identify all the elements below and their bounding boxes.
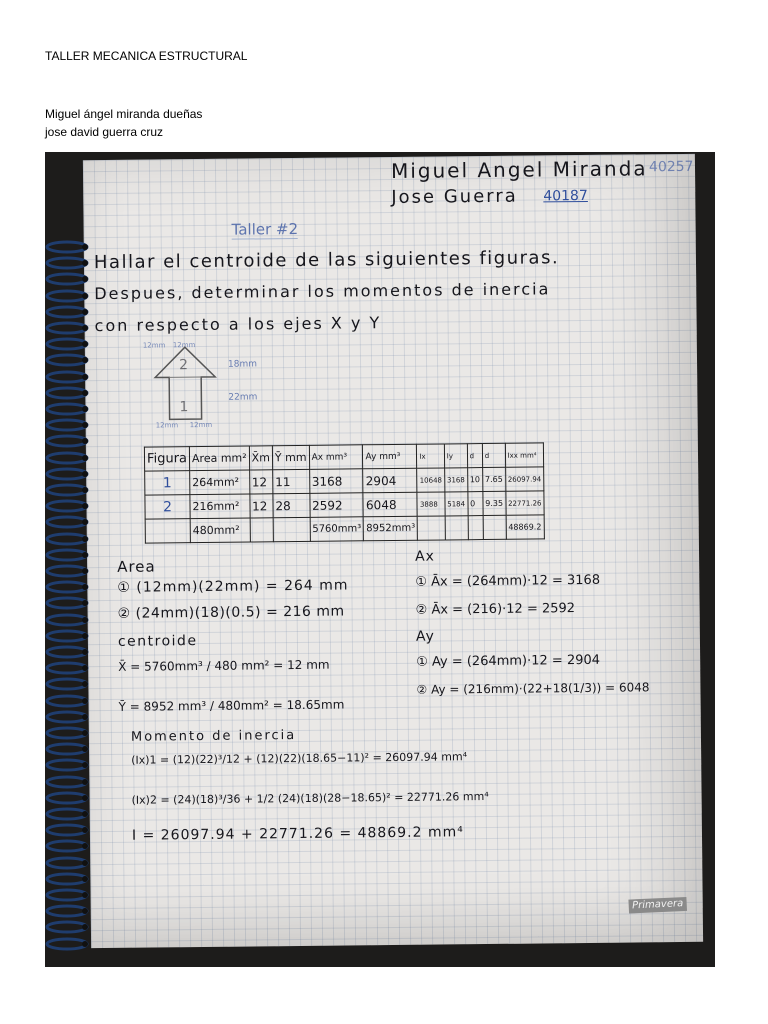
table-cell: 264mm² bbox=[190, 470, 250, 495]
ay-calc-2: ② Ay = (216mm)·(22+18(1/3)) = 6048 bbox=[416, 680, 650, 697]
spiral-ring bbox=[45, 904, 89, 918]
author-1: Miguel ángel miranda dueñas bbox=[45, 107, 203, 121]
results-table bbox=[144, 442, 545, 543]
inertia-line-2: (Ix)2 = (24)(18)³/36 + 1/2 (24)(18)(28−18.65)² = 22771.26 mm⁴ bbox=[131, 790, 489, 807]
spiral-ring bbox=[45, 451, 89, 465]
table-cell: 1 bbox=[145, 471, 190, 495]
spiral-ring bbox=[45, 856, 89, 870]
table-cell bbox=[445, 516, 468, 540]
spiral-ring bbox=[45, 386, 89, 400]
table-cell bbox=[483, 515, 506, 539]
table-cell: 3168 bbox=[444, 468, 467, 492]
spiral-ring bbox=[45, 483, 89, 497]
spiral-ring bbox=[45, 353, 89, 367]
spiral-ring bbox=[45, 775, 89, 789]
table-row bbox=[145, 515, 544, 543]
table-cell bbox=[250, 518, 274, 542]
centroid-x: X̄ = 5760mm³ / 480 mm² = 12 mm bbox=[118, 657, 330, 674]
table-header: Ax mm³ bbox=[309, 445, 363, 470]
inertia-line-1: (Ix)1 = (12)(22)³/12 + (12)(22)(18.65−11)² = 26097.94 mm⁴ bbox=[131, 750, 468, 767]
header-name-1: Miguel Angel Miranda bbox=[390, 156, 648, 183]
table-cell: 0 bbox=[467, 492, 482, 516]
spiral-ring bbox=[45, 937, 89, 951]
table-cell: 7.65 bbox=[482, 467, 505, 491]
spiral-ring bbox=[45, 272, 89, 286]
table-cell bbox=[145, 519, 190, 543]
problem-line-3: con respecto a los ejes X y Y bbox=[94, 313, 382, 336]
table-cell: 2904 bbox=[363, 468, 417, 493]
centroid-y: Ȳ = 8952 mm³ / 480mm² = 18.65mm bbox=[118, 697, 345, 714]
table-cell: 10 bbox=[467, 468, 482, 492]
table-cell: 3168 bbox=[309, 469, 363, 494]
inertia-total: I = 26097.94 + 22771.26 = 48869.2 mm⁴ bbox=[131, 824, 464, 844]
spiral-ring bbox=[45, 758, 89, 772]
spiral-ring bbox=[45, 548, 89, 562]
spiral-ring bbox=[45, 629, 89, 643]
table-cell: 2592 bbox=[309, 493, 363, 518]
ay-calc-1: ① Ay = (264mm)·12 = 2904 bbox=[416, 652, 601, 670]
table-cell: 9.35 bbox=[483, 491, 506, 515]
ay-heading: Ay bbox=[415, 628, 435, 645]
centroid-heading: centroide bbox=[117, 633, 198, 650]
spiral-ring bbox=[45, 467, 89, 481]
spiral-ring bbox=[45, 370, 89, 384]
table-cell: 480mm² bbox=[190, 518, 250, 543]
table-header: Iy bbox=[444, 444, 467, 468]
taller-label: Taller #2 bbox=[231, 219, 299, 239]
table-cell: 5760mm³ bbox=[310, 517, 364, 542]
fig-label-18mm: 18mm bbox=[227, 359, 258, 370]
notebook-brand-logo: Primavera bbox=[628, 897, 687, 914]
table-cell: 216mm² bbox=[190, 494, 250, 519]
area-calc-1: ① (12mm)(22mm) = 264 mm bbox=[117, 577, 349, 596]
table-cell: 12 bbox=[249, 470, 273, 494]
spiral-ring bbox=[45, 726, 89, 740]
table-header: d bbox=[467, 444, 482, 468]
notebook-page bbox=[83, 154, 703, 948]
spiral-ring bbox=[45, 661, 89, 675]
fig-label-top-1: 12mm bbox=[142, 341, 166, 350]
area-calc-2: ② (24mm)(18)(0.5) = 216 mm bbox=[117, 603, 345, 622]
table-header: d bbox=[482, 443, 505, 467]
header-id-1: 40257 bbox=[648, 158, 694, 176]
spiral-ring bbox=[45, 434, 89, 448]
spiral-ring bbox=[45, 418, 89, 432]
fig-label-bottom-2: 12mm bbox=[189, 420, 213, 430]
spiral-ring bbox=[45, 256, 89, 270]
arrow-figure bbox=[142, 338, 266, 429]
table-header: Ay mm³ bbox=[363, 444, 417, 469]
table-cell: 3888 bbox=[417, 492, 445, 516]
fig-label-top-2: 12mm bbox=[172, 341, 196, 350]
table-cell bbox=[273, 517, 310, 541]
spiral-ring bbox=[45, 694, 89, 708]
table-cell: 22771.26 bbox=[505, 491, 544, 515]
table-cell: 6048 bbox=[363, 492, 417, 517]
table-cell bbox=[418, 516, 446, 540]
document-title: TALLER MECANICA ESTRUCTURAL bbox=[45, 49, 248, 63]
spiral-ring bbox=[45, 289, 89, 303]
spiral-ring bbox=[45, 677, 89, 691]
table-header: X̄m bbox=[249, 446, 273, 470]
spiral-ring bbox=[45, 240, 89, 254]
spiral-ring bbox=[45, 823, 89, 837]
table-cell: 5184 bbox=[445, 492, 468, 516]
spiral-ring bbox=[45, 888, 89, 902]
table-header: Area mm² bbox=[189, 446, 249, 471]
spiral-ring bbox=[45, 499, 89, 513]
table-header: Figura bbox=[144, 447, 189, 471]
table-cell bbox=[468, 516, 483, 540]
spiral-ring bbox=[45, 742, 89, 756]
table-header: Ixx mm⁴ bbox=[505, 443, 544, 467]
spiral-ring bbox=[45, 839, 89, 853]
spiral-ring bbox=[45, 596, 89, 610]
table-cell: 48869.2 bbox=[506, 515, 545, 539]
spiral-ring bbox=[45, 515, 89, 529]
spiral-ring bbox=[45, 872, 89, 886]
header-id-2: 40187 bbox=[543, 187, 588, 205]
table-header: Ix bbox=[417, 444, 445, 468]
fig-label-region-1: 1 bbox=[179, 399, 189, 416]
table-cell: 12 bbox=[250, 494, 274, 518]
spiral-ring bbox=[45, 532, 89, 546]
spiral-ring bbox=[45, 645, 89, 659]
spiral-ring bbox=[45, 305, 89, 319]
fig-label-22mm: 22mm bbox=[228, 392, 258, 403]
spiral-ring bbox=[45, 402, 89, 416]
problem-line-1: Hallar el centroide de las siguientes figuras. bbox=[93, 247, 560, 274]
table-cell: 2 bbox=[145, 495, 190, 519]
notebook-photo bbox=[45, 152, 715, 967]
table-cell: 26097.94 bbox=[505, 467, 544, 491]
table-header: Ȳ mm bbox=[272, 445, 309, 469]
spiral-ring bbox=[45, 337, 89, 351]
fig-label-bottom-1: 12mm bbox=[155, 421, 179, 430]
table-cell: 11 bbox=[273, 469, 310, 493]
spiral-ring bbox=[45, 807, 89, 821]
ax-calc-1: ① Āx = (264mm)·12 = 3168 bbox=[415, 572, 601, 590]
area-heading: Area bbox=[117, 557, 156, 576]
fig-label-region-2: 2 bbox=[178, 357, 189, 374]
spiral-ring bbox=[45, 920, 89, 934]
problem-line-2: Despues, determinar los momentos de inercia bbox=[94, 279, 551, 304]
author-2: jose david guerra cruz bbox=[45, 125, 164, 139]
table-cell: 10648 bbox=[417, 468, 445, 492]
spiral-ring bbox=[45, 710, 89, 724]
inertia-heading: Momento de inercia bbox=[130, 728, 297, 745]
header-name-2: Jose Guerra bbox=[391, 185, 518, 208]
ax-calc-2: ② Āx = (216)·12 = 2592 bbox=[415, 601, 576, 618]
table-cell: 28 bbox=[273, 493, 310, 517]
spiral-ring bbox=[45, 613, 89, 627]
spiral-ring bbox=[45, 580, 89, 594]
ax-heading: Ax bbox=[414, 548, 436, 565]
spiral-ring bbox=[45, 564, 89, 578]
spiral-ring bbox=[45, 791, 89, 805]
table-cell: 8952mm³ bbox=[364, 516, 418, 541]
spiral-ring bbox=[45, 321, 89, 335]
